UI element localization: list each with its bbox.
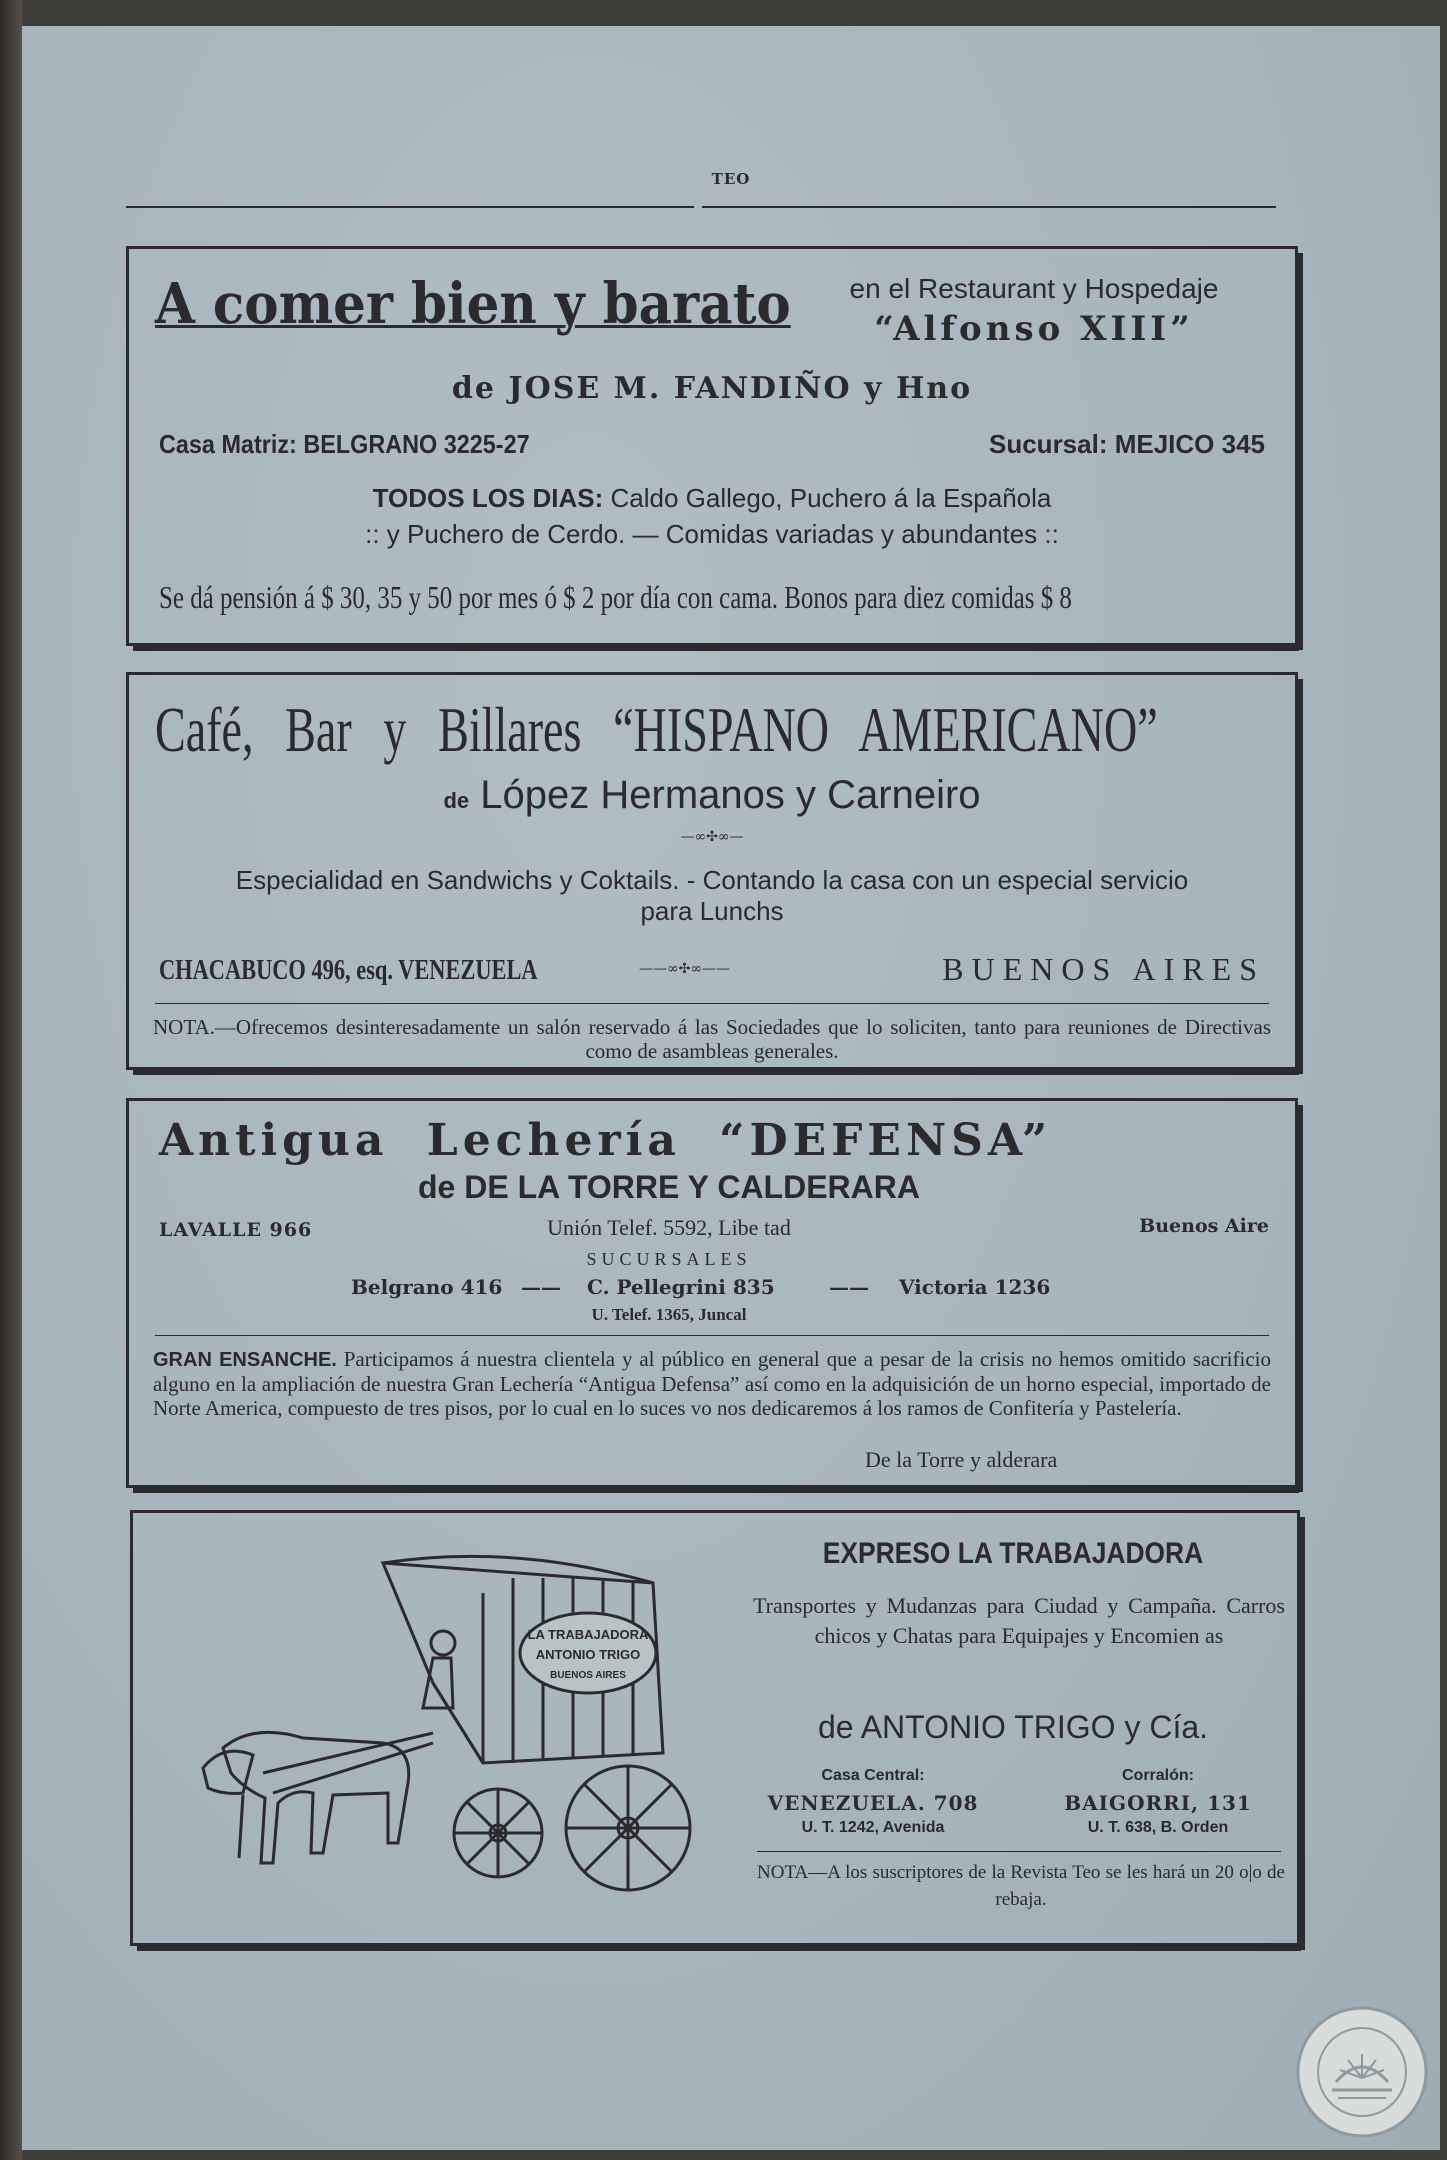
- ad4-yard-address: BAIGORRI, 131: [1064, 1791, 1252, 1815]
- ad1-daily-label: TODOS LOS DIAS:: [372, 483, 604, 513]
- ad2-city: BUENOS AIRES: [942, 951, 1265, 987]
- ad1-venue: “Alfonso XIII”: [874, 309, 1194, 349]
- magazine-page: [22, 26, 1440, 2150]
- wagon-sign-2: ANTONIO TRIGO: [535, 1647, 641, 1662]
- ad4-yard-label: Corralón:: [1122, 1767, 1194, 1784]
- ad4-headline: EXPRESO LA TRABAJADORA: [822, 1537, 1204, 1570]
- ad3-headline: Antigua Lechería “DEFENSA”: [159, 1115, 1053, 1166]
- ad1-headline: A comer bien y barato: [155, 271, 791, 337]
- ad4-hq-address: VENEZUELA. 708: [767, 1791, 979, 1815]
- ad4-note: NOTA—A los suscriptores de la Revista Teo se les hará un 20 o|o de rebaja.: [757, 1862, 1285, 1910]
- ad3-phone: Unión Telef. 5592, Libe tad: [547, 1215, 791, 1240]
- page-header: TEO: [711, 170, 751, 188]
- ad2-owner-line: [129, 773, 1295, 818]
- ad3-address: LAVALLE 966: [159, 1219, 313, 1241]
- ad1-branch: Sucursal: MEJICO 345: [989, 429, 1265, 459]
- ad1-pension: Se dá pensión á $ 30, 35 y 50 por mes ó $ 2 por día con cama. Bonos para diez comidas $ 8: [159, 579, 1072, 615]
- ad-restaurant-alfonso: [126, 246, 1298, 646]
- ad3-expansion-label: GRAN ENSANCHE.: [153, 1349, 337, 1371]
- ad4-owner: de ANTONIO TRIGO y Cía.: [817, 1709, 1209, 1745]
- ad3-city: Buenos Aire: [1139, 1215, 1269, 1237]
- ad2-note: NOTA.—Ofrecemos desinteresadamente un salón reservado á las Sociedades que lo soliciten, tanto para reuniones de Directivas como de asambleas generales.: [153, 1015, 1271, 1063]
- ad2-owner-prefix: de: [443, 788, 470, 813]
- ad4-hq-phone: U. T. 1242, Avenida: [801, 1819, 945, 1836]
- header-rule-left: [126, 206, 694, 208]
- academy-stamp-seal: [1292, 2002, 1432, 2142]
- ad3-branches-label: SUCURSALES: [586, 1249, 752, 1269]
- ad3-signature: De la Torre y alderara: [865, 1447, 1058, 1472]
- wagon-sign-3: BUENOS AIRES: [550, 1670, 626, 1681]
- ad-expreso-trabajadora: [130, 1510, 1300, 1946]
- ad-cafe-hispano-americano: [126, 672, 1298, 1070]
- ad2-specialty: Especialidad en Sandwichs y Coktails. - Contando la casa con un especial servicio para Lunchs: [235, 865, 1189, 926]
- ad2-divider: [155, 1003, 1269, 1004]
- book-spine: [0, 0, 22, 2160]
- ad1-owner: de JOSE M. FANDIÑO y Hno: [451, 371, 973, 406]
- ad2-owner: López Hermanos y Carneiro: [480, 773, 981, 817]
- ad3-owner: de DE LA TORRE Y CALDERARA: [418, 1169, 920, 1205]
- ad3-branch-dash2: ——: [829, 1275, 869, 1299]
- ad2-ornament: —∞✣∞—: [680, 829, 744, 845]
- ad3-branch-phone: U. Telef. 1365, Juncal: [591, 1305, 747, 1324]
- ad4-yard-phone: U. T. 638, B. Orden: [1087, 1819, 1229, 1836]
- ad3-branch-dash1: ——: [521, 1275, 561, 1299]
- ad1-daily-text: Caldo Gallego, Puchero á la Española: [610, 483, 1052, 513]
- ad1-daily-text2: :: y Puchero de Cerdo. — Comidas variadas y abundantes ::: [365, 519, 1059, 549]
- ad4-hq-label: Casa Central:: [821, 1767, 925, 1784]
- ad4-services: Transportes y Mudanzas para Ciudad y Campaña. Carros chicos y Chatas para Equipajes y Encomien as: [753, 1593, 1285, 1648]
- ad3-expansion: [153, 1347, 1271, 1420]
- ad-lecheria-defensa: [126, 1098, 1298, 1488]
- ad3-branch3: Victoria 1236: [899, 1275, 1051, 1299]
- header-rule-right: [702, 206, 1276, 208]
- ad3-branch1: Belgrano 416: [351, 1275, 503, 1299]
- ad3-expansion-text: Participamos á nuestra clientela y al público en general que a pesar de la crisis no hemos omitido sacrificio alguno en la ampliación de nuestra Gran Lechería “Antigua Defensa” así como en la adquisición de un horno especial, importado de Norte America, compuesto de tres pisos, por lo cual en lo suces vo nos dedicaremos á los ramos de Confitería y Pastelería.: [153, 1347, 1271, 1420]
- wagon-sign-1: LA TRABAJADORA: [527, 1627, 649, 1642]
- ad1-tagline: en el Restaurant y Hospedaje: [849, 273, 1219, 304]
- ad3-divider: [155, 1335, 1269, 1336]
- ad3-branch2: C. Pellegrini 835: [587, 1275, 775, 1299]
- ad2-headline: Café, Bar y Billares “HISPANO AMERICANO”: [155, 694, 1158, 765]
- ad4-divider: [757, 1851, 1281, 1852]
- ad1-daily-line: [129, 483, 1295, 514]
- horse-wagon-illustration: [183, 1533, 743, 1933]
- ad2-address: CHACABUCO 496, esq. VENEZUELA: [159, 955, 538, 986]
- ad1-main-house: Casa Matriz: BELGRANO 3225-27: [159, 429, 530, 459]
- ad2-ornament2: ——∞✣∞——: [639, 961, 731, 977]
